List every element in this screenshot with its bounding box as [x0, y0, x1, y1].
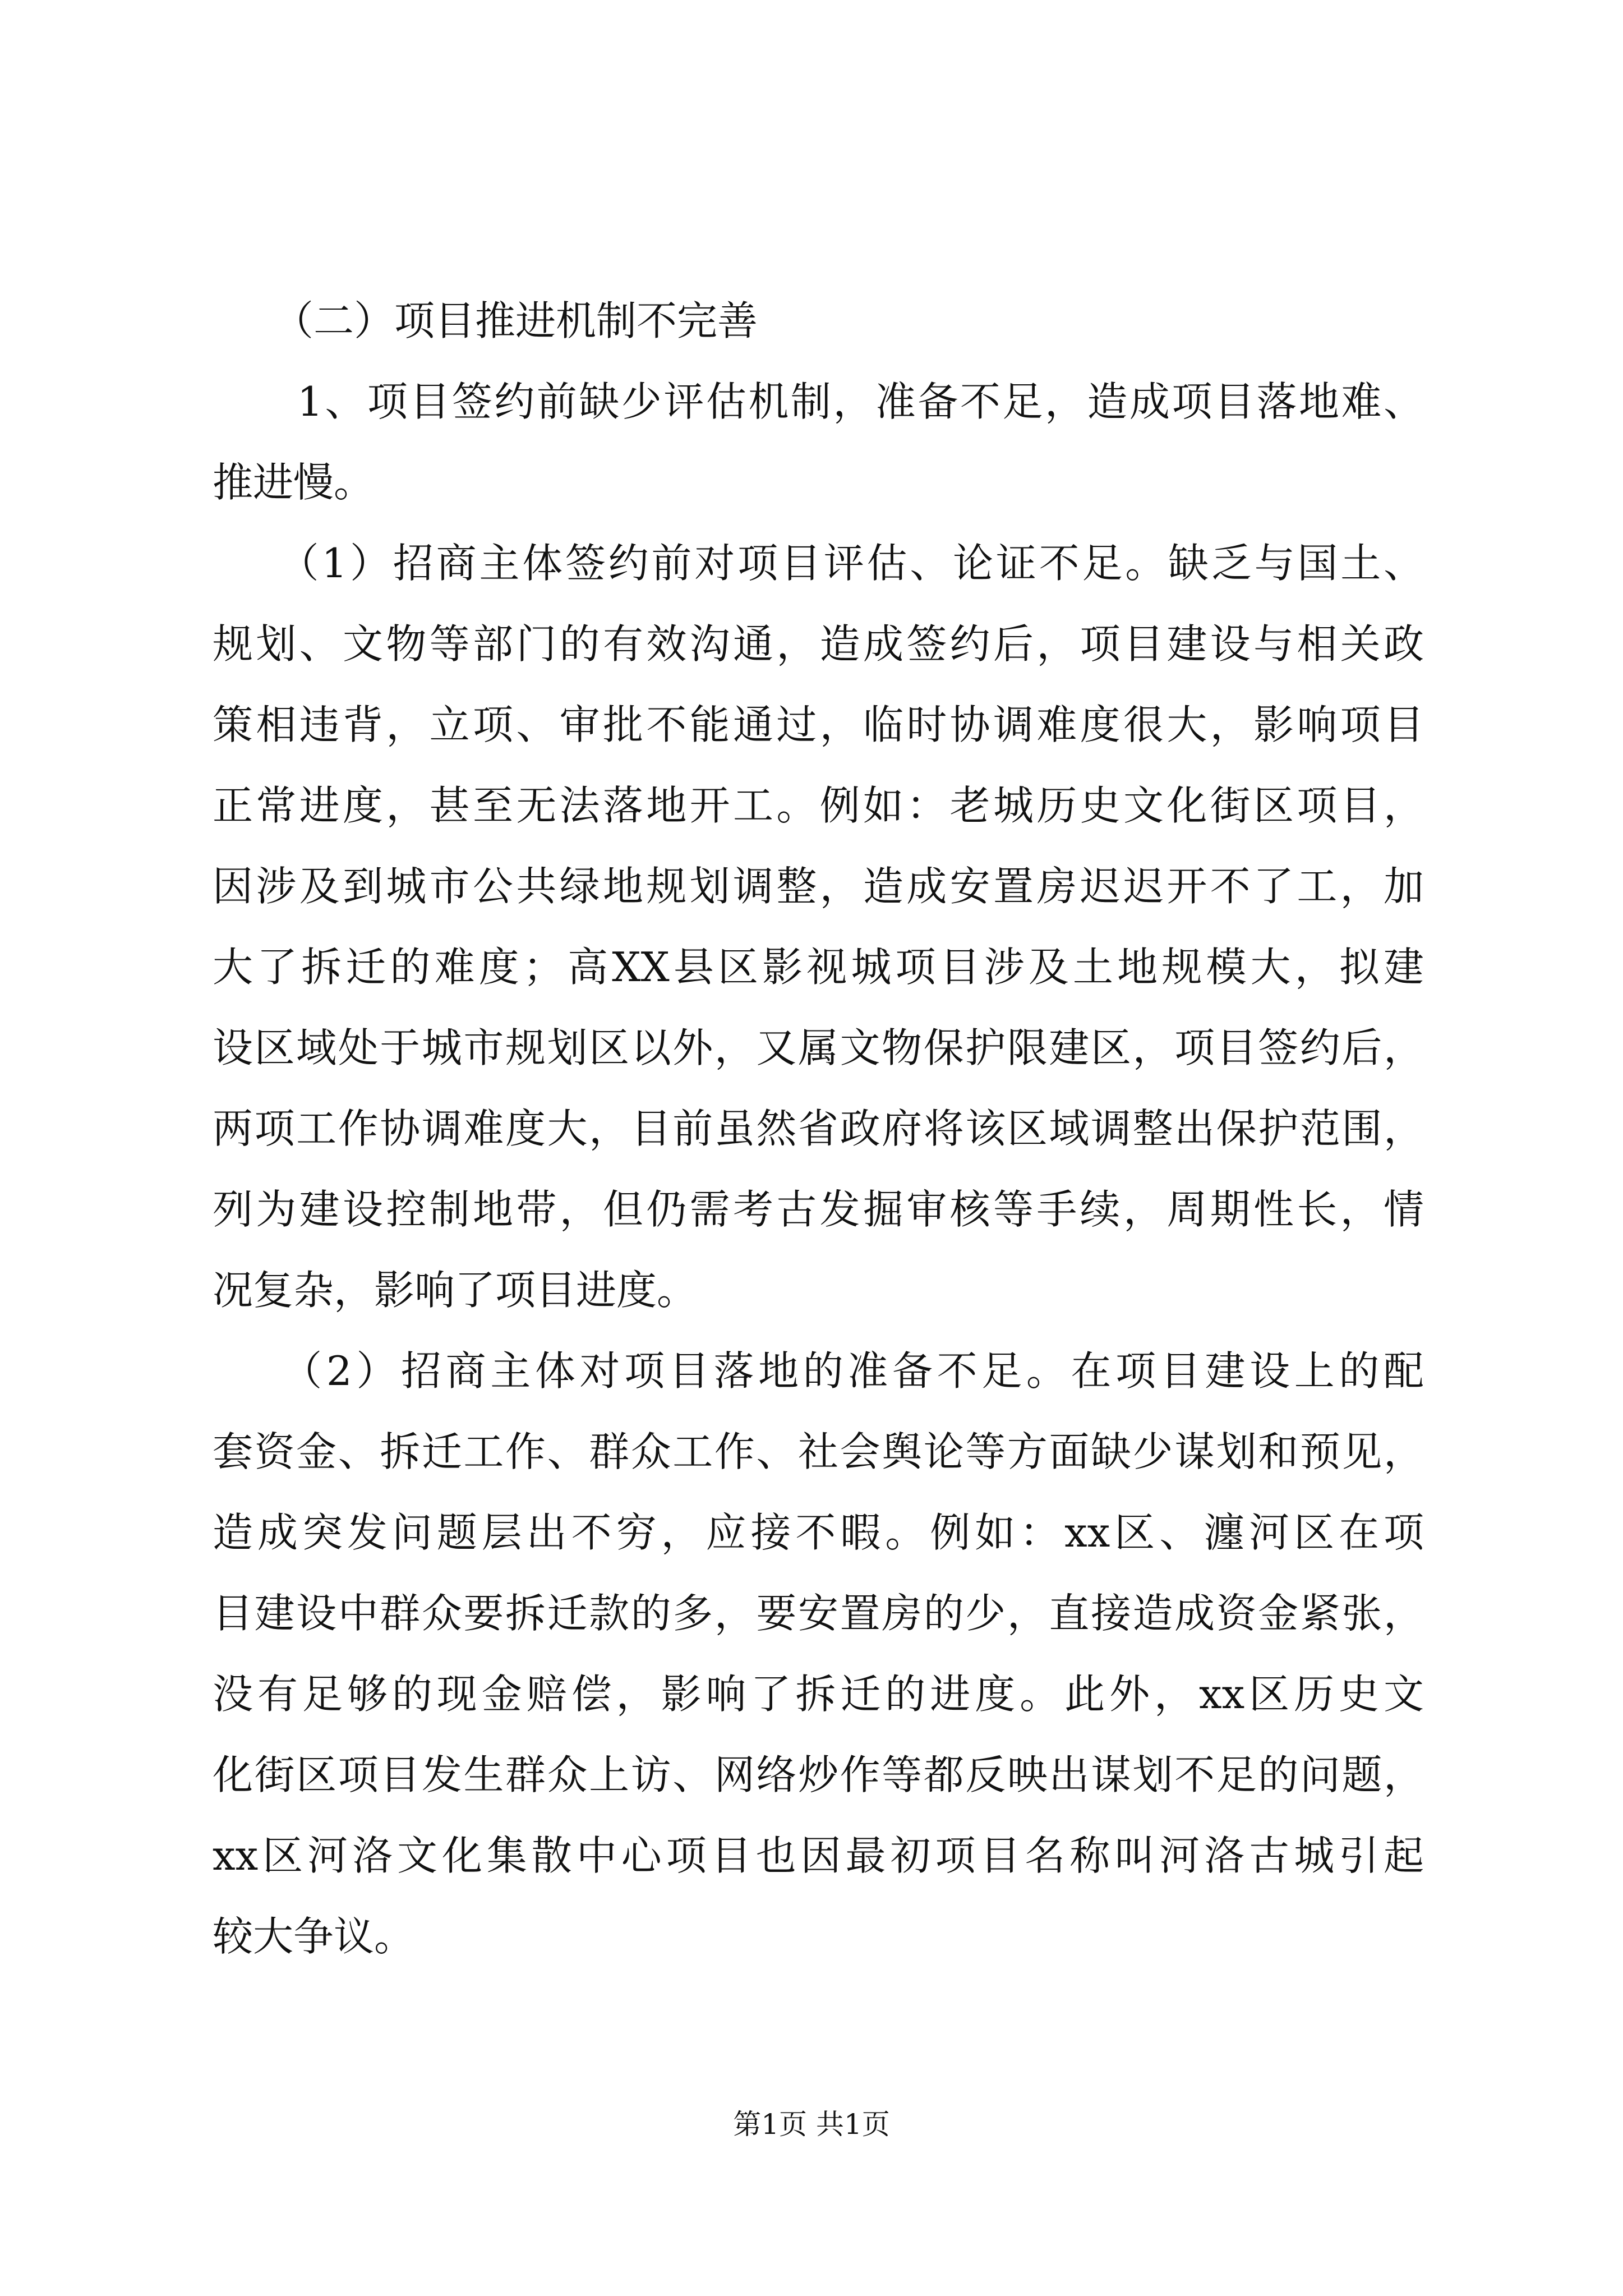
document-body	[213, 280, 1424, 1977]
text-line: （2）招商主体对项目落地的准备不足。在项目建设上的配	[213, 1347, 1424, 1395]
text-line: （二）项目推进机制不完善	[213, 297, 758, 344]
text-line: xx区河洛文化集散中心项目也因最初项目名称叫河洛古城引起	[213, 1832, 1424, 1879]
text-line: 规划、文物等部门的有效沟通，造成签约后，项目建设与相关政	[213, 620, 1424, 668]
text-line: 较大争议。	[213, 1913, 415, 1960]
text-line: 造成突发问题层出不穷，应接不暇。例如：xx区、瀍河区在项	[213, 1509, 1424, 1556]
text-line: 大了拆迁的难度；高XX县区影视城项目涉及土地规模大，拟建	[213, 944, 1424, 991]
paragraph	[213, 361, 1424, 523]
text-line: 因涉及到城市公共绿地规划调整，造成安置房迟迟开不了工，加	[213, 863, 1424, 910]
paragraph	[213, 523, 1424, 1331]
section-heading	[213, 280, 1424, 361]
paragraph	[213, 1331, 1424, 1977]
text-line: 套资金、拆迁工作、群众工作、社会舆论等方面缺少谋划和预见，	[213, 1428, 1424, 1475]
text-line: 两项工作协调难度大，目前虽然省政府将该区域调整出保护范围，	[213, 1105, 1424, 1152]
page-footer: 第1页 共1页	[733, 2108, 890, 2141]
text-line: 策相违背，立项、审批不能通过，临时协调难度很大，影响项目	[213, 701, 1424, 748]
text-line: 设区域处于城市规划区以外，又属文物保护限建区，项目签约后，	[213, 1024, 1424, 1071]
text-line: 况复杂，影响了项目进度。	[213, 1267, 698, 1314]
text-line: 列为建设控制地带，但仍需考古发掘审核等手续，周期性长，情	[213, 1186, 1424, 1233]
text-line: （1）招商主体签约前对项目评估、论证不足。缺乏与国土、	[213, 540, 1424, 587]
text-line: 化街区项目发生群众上访、网络炒作等都反映出谋划不足的问题，	[213, 1751, 1424, 1798]
text-line: 1、项目签约前缺少评估机制，准备不足，造成项目落地难、	[213, 378, 1424, 425]
text-line: 推进慢。	[213, 459, 375, 506]
text-line: 没有足够的现金赔偿，影响了拆迁的进度。此外，xx区历史文	[213, 1671, 1424, 1718]
text-line: 目建设中群众要拆迁款的多，要安置房的少，直接造成资金紧张，	[213, 1590, 1424, 1637]
text-line: 正常进度，甚至无法落地开工。例如：老城历史文化街区项目，	[213, 782, 1424, 829]
